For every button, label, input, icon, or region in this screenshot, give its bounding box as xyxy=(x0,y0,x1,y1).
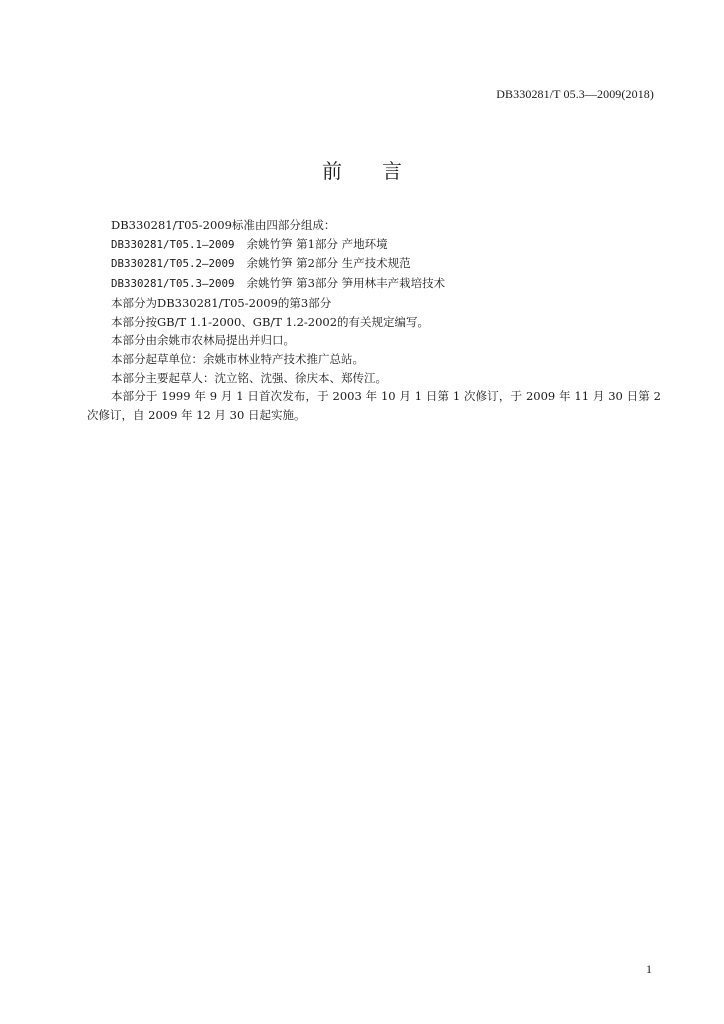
document-code: DB330281/T 05.3—2009(2018) xyxy=(496,87,654,101)
statement-drafters: 本部分主要起草人：沈立铭、沈强、徐庆本、郑传江。 xyxy=(111,370,387,385)
statement-proposer: 本部分由余姚市农林局提出并归口。 xyxy=(111,333,295,348)
page-number: 1 xyxy=(646,962,652,976)
statement-drafting-unit: 本部分起草单位：余姚市林业特产技术推广总站。 xyxy=(111,351,364,366)
statement-part-scope: 本部分为DB330281/T05-2009的第3部分 xyxy=(111,295,332,310)
part-name: 余姚竹笋 第2部分 生产技术规范 xyxy=(246,256,411,271)
statement-history: 本部分于 1999 年 9 月 1 日首次发布，于 2003 年 10 月 1 日第 1 次修订，于 2009 年 11 月 30 日第 2 次修订，自 2009 年 12 月 30 日起实施。 xyxy=(87,389,661,423)
part-name: 余姚竹笋 第3部分 笋用林丰产栽培技术 xyxy=(246,276,446,291)
foreword-title: 前言 xyxy=(322,159,442,183)
part-code: DB330281/T05.1—2009 xyxy=(111,237,235,251)
statement-drafting-rules: 本部分按GB/T 1.1-2000、GB/T 1.2-2002的有关规定编写。 xyxy=(111,314,430,329)
part-name: 余姚竹笋 第1部分 产地环境 xyxy=(246,236,388,251)
part-entry xyxy=(87,274,661,294)
part-code: DB330281/T05.3—2009 xyxy=(111,277,235,291)
part-entry xyxy=(87,254,661,274)
part-entry xyxy=(87,235,661,255)
part-code: DB330281/T05.2—2009 xyxy=(111,257,235,271)
foreword-intro: DB330281/T05-2009标准由四部分组成： xyxy=(111,218,336,232)
foreword-body xyxy=(87,216,661,425)
